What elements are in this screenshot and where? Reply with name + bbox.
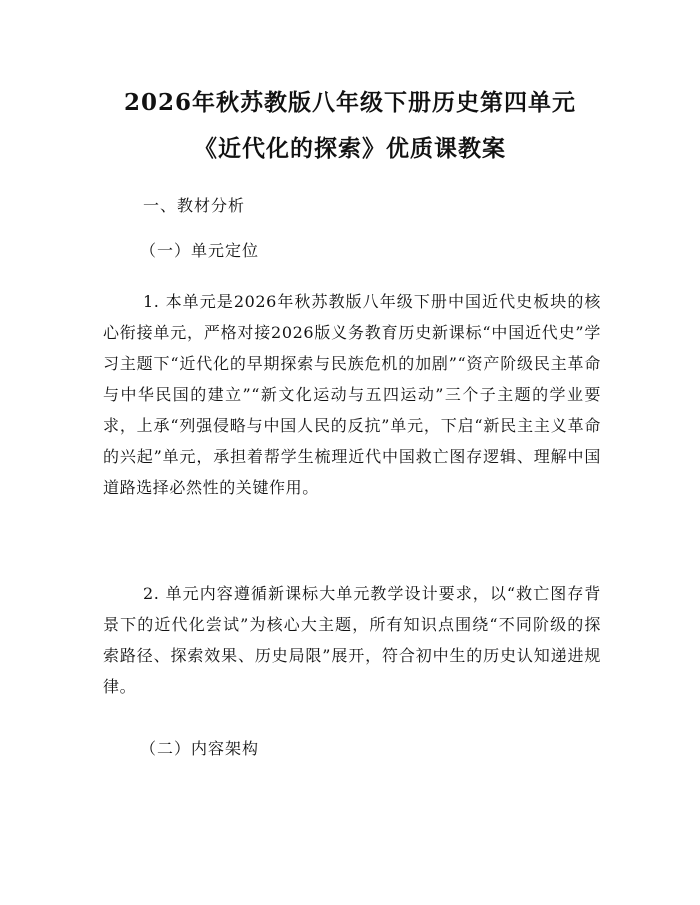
subsection-heading-content-structure: （二）内容架构	[140, 739, 260, 758]
document-title-line-1: 2026年秋苏教版八年级下册历史第四单元	[123, 89, 576, 116]
document-title-line-2: 《近代化的探索》优质课教案	[194, 135, 506, 162]
section-heading-textbook-analysis: 一、教材分析	[143, 196, 246, 215]
paragraph-2: 2. 单元内容遵循新课标大单元教学设计要求，以“救亡图存背景下的近代化尝试”为核心大主题，所有知识点围绕“不同阶级的探索路径、探索效果、历史局限”展开，符合初中生的历史认知递进规律。	[103, 584, 601, 696]
paragraph-1: 1. 本单元是2026年秋苏教版八年级下册中国近代史板块的核心衔接单元，严格对接2026版义务教育历史新课标“中国近代史”学习主题下“近代化的早期探索与民族危机的加剧”“资产阶级民主革命与中华民国的建立”“新文化运动与五四运动”三个子主题的学业要求，上承“列强侵略与中国人民的反抗”单元，下启“新民主主义革命的兴起”单元，承担着帮学生梳理近代中国救亡图存逻辑、理解中国道路选择必然性的关键作用。	[103, 292, 601, 497]
subsection-heading-unit-positioning: （一）单元定位	[140, 241, 260, 260]
